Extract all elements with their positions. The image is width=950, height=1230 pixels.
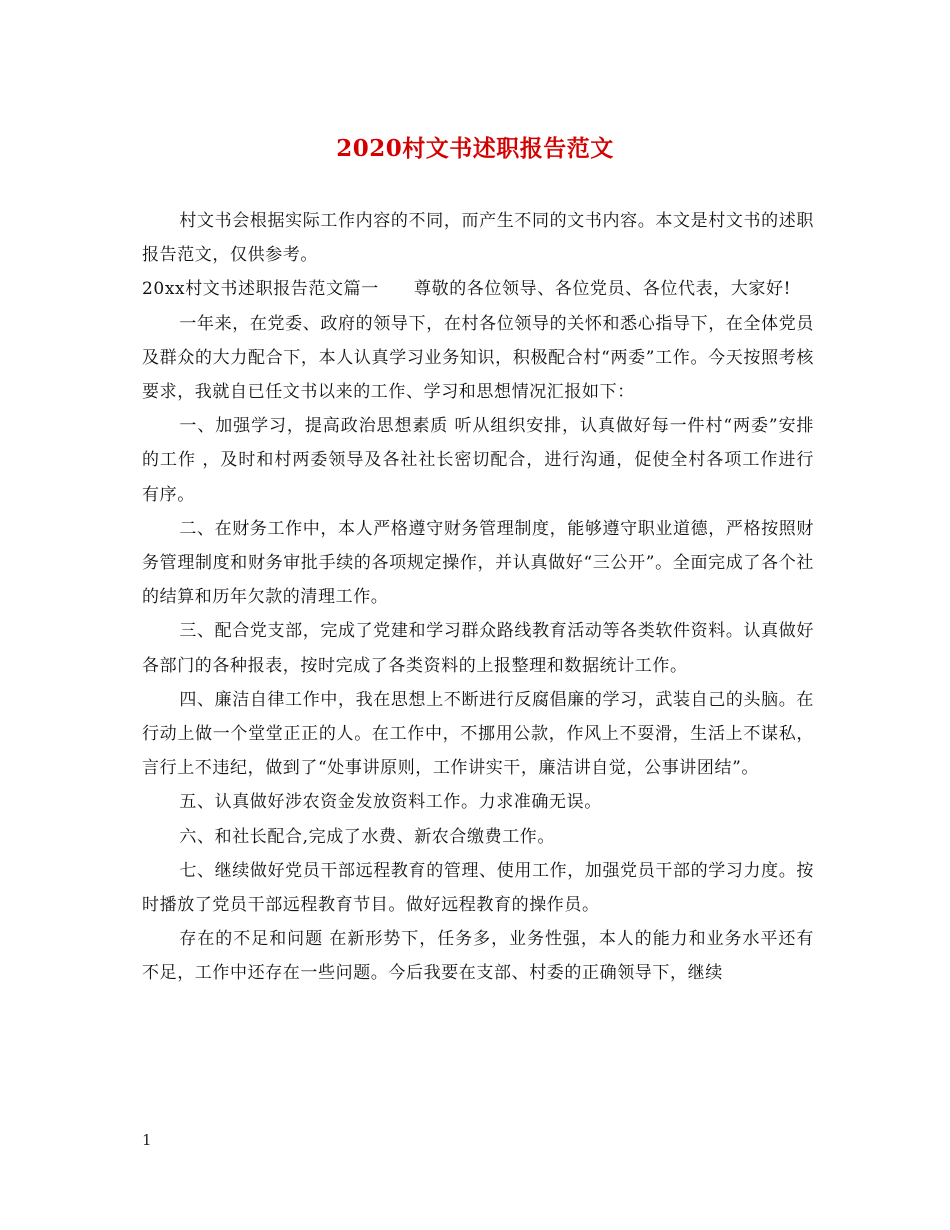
paragraph-item-7: 七、继续做好党员干部远程教育的管理、使用工作，加强党员干部的学习力度。按时播放了党员干部远程教育节目。做好远程教育的操作员。 [142, 860, 814, 916]
paragraph-item-2: 二、在财务工作中，本人严格遵守财务管理制度，能够遵守职业道德，严格按照财务管理制度和财务审批手续的各项规定操作，并认真做好“三公开”。全面完成了各个社的结算和历年欠款的清理工作。 [142, 518, 814, 608]
document-title: 2020村文书述职报告范文 [336, 135, 614, 162]
paragraph-item-4: 四、廉洁自律工作中，我在思想上不断进行反腐倡廉的学习，武装自己的头脑。在行动上做一个堂堂正正的人。在工作中，不挪用公款，作风上不耍滑，生活上不谋私，言行上不违纪，做到了“处事讲原则，工作讲实干，廉洁讲自觉，公事讲团结”。 [142, 689, 814, 779]
paragraph-shortcomings: 存在的不足和问题 在新形势下，任务多，业务性强，本人的能力和业务水平还有不足，工作中还存在一些问题。今后我要在支部、村委的正确领导下，继续 [142, 929, 814, 984]
paragraph-item-3: 三、配合党支部，完成了党建和学习群众路线教育活动等各类软件资料。认真做好各部门的各种报表，按时完成了各类资料的上报整理和数据统计工作。 [142, 621, 814, 676]
page-number: 1 [142, 1131, 152, 1149]
paragraph-item-5: 五、认真做好涉农资金发放资料工作。力求准确无误。 [179, 792, 602, 813]
paragraph-item-1: 一、加强学习，提高政治思想素质 听从组织安排，认真做好每一件村“两委”安排的工作 ，及时和村两委领导及各社社长密切配合，进行沟通，促使全村各项工作进行有序。 [142, 416, 814, 505]
paragraph-intro: 村文书会根据实际工作内容的不同，而产生不同的文书内容。本文是村文书的述职报告范文，仅供参考。 [142, 211, 814, 266]
paragraph-greeting: 20xx村文书述职报告范文篇一 尊敬的各位领导、各位党员、各位代表，大家好! [142, 279, 792, 300]
paragraph-overview: 一年来，在党委、政府的领导下，在村各位领导的关怀和悉心指导下，在全体党员及群众的大力配合下，本人认真学习业务知识，积极配合村“两委”工作。今天按照考核要求，我就自已任文书以来的工作、学习和思想情况汇报如下： [142, 313, 814, 403]
paragraph-item-6: 六、和社长配合,完成了水费、新农合缴费工作。 [179, 826, 555, 847]
document-body [142, 204, 814, 991]
